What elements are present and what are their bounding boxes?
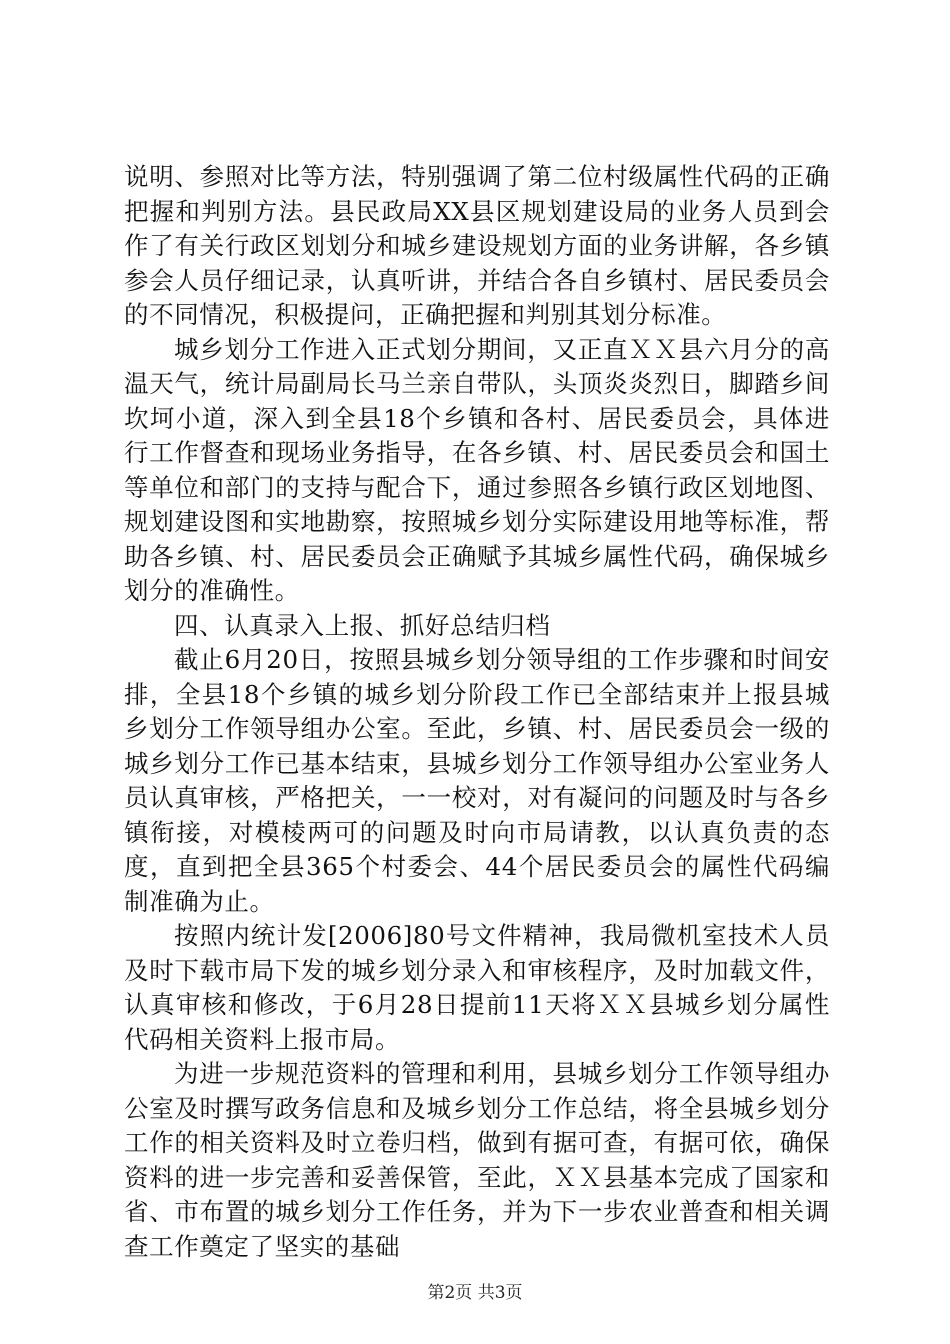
- section-heading-4: 四、认真录入上报、抓好总结归档: [174, 610, 551, 640]
- page-footer: 第2页 共3页: [427, 1283, 523, 1303]
- paragraph-continuation: 说明、参照对比等方法，特别强调了第二位村级属性代码的正确把握和判别方法。县民政局XX县区规划建设局的业务人员到会作了有关行政区划划分和城乡建设规划方面的业务讲解，各乡镇参会人员仔细记录，认真听讲，并结合各自乡镇村、居民委员会的不同情况，积极提问，正确把握和判别其划分标准。: [124, 162, 830, 329]
- paragraph-field-inspection: 城乡划分工作进入正式划分期间，又正直ＸＸ县六月分的高温天气，统计局副局长马兰亲自带队，头顶炎炎烈日，脚踏乡间坎坷小道，深入到全县18个乡镇和各村、居民委员会，具体进行工作督查和现场业务指导，在各乡镇、村、居民委员会和国土等单位和部门的支持与配合下，通过参照各乡镇行政区划地图、规划建设图和实地勘察，按照城乡划分实际建设用地等标准，帮助各乡镇、村、居民委员会正确赋予其城乡属性代码，确保城乡划分的准确性。: [124, 334, 830, 605]
- paragraph-data-entry: 按照内统计发[2006]80号文件精神，我局微机室技术人员及时下载市局下发的城乡划分录入和审核程序，及时加载文件，认真审核和修改，于6月28日提前11天将ＸＸ县城乡划分属性代码相关资料上报市局。: [124, 921, 830, 1054]
- document-body: [124, 160, 830, 1264]
- paragraph-reporting: 截止6月20日，按照县城乡划分领导组的工作步骤和时间安排，全县18个乡镇的城乡划分阶段工作已全部结束并上报县城乡划分工作领导组办公室。至此，乡镇、村、居民委员会一级的城乡划分工作已基本结束，县城乡划分工作领导组办公室业务人员认真审核，严格把关，一一校对，对有凝问的问题及时与各乡镇衔接，对模棱两可的问题及时向市局请教，以认真负责的态度，直到把全县365个村委会、44个居民委员会的属性代码编制准确为止。: [124, 645, 830, 916]
- paragraph-archiving: 为进一步规范资料的管理和利用，县城乡划分工作领导组办公室及时撰写政务信息和及城乡划分工作总结，将全县城乡划分工作的相关资料及时立卷归档，做到有据可查，有据可依，确保资料的进一步完善和妥善保管，至此，ＸＸ县基本完成了国家和省、市布置的城乡划分工作任务，并为下一步农业普查和相关调查工作奠定了坚实的基础: [124, 1059, 830, 1261]
